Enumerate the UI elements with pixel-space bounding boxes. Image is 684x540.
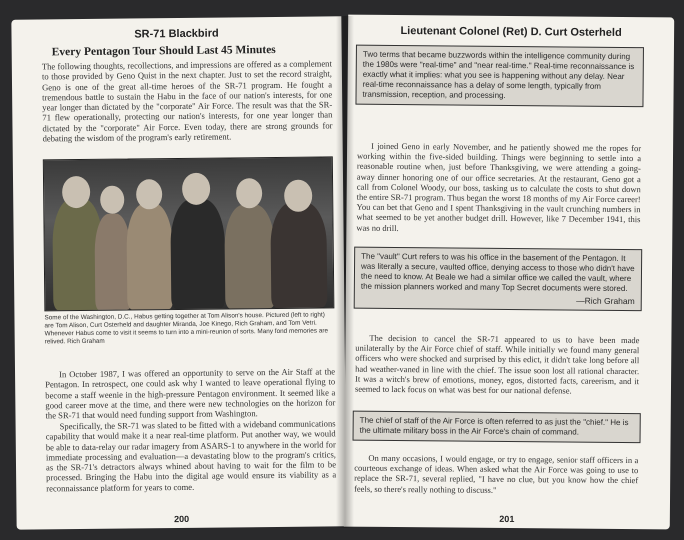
right-paragraph-2: The decision to cancel the SR-71 appeared to us to have been made unilaterally by the Air Force chief of staff. While initially we found many general officers who were shocked and surprised by this edict, it didn't take long before all had weather-vaned in line with the chief. The issue soon lost all rational character. It was a witch's brew of emotions, money, egos, distorted facts, careerism, and it seemed to lack focus on what was best for our national defense. xyxy=(354,332,640,396)
photo-person-3 xyxy=(126,203,173,309)
running-head-left: SR-71 Blackbird xyxy=(134,27,219,41)
left-page xyxy=(11,16,346,529)
page-number-left: 200 xyxy=(174,513,190,525)
group-photo xyxy=(43,156,335,311)
photo-person-4 xyxy=(170,199,225,310)
photo-head-1 xyxy=(62,176,90,208)
right-page xyxy=(344,15,674,530)
photo-head-5 xyxy=(236,178,262,208)
photo-person-2 xyxy=(94,214,131,310)
callout-vault xyxy=(354,247,643,312)
callout-chief-text: The chief of staff of the Air Force is often referred to as just the "chief." He is the ultimate military boss in the Air Force's chain of command. xyxy=(359,415,629,437)
callout-chief xyxy=(353,411,641,444)
callout-vault-text: The "vault" Curt refers to was his office in the basement of the Pentagon. It was literally a secure, vaulted office, denying access to those who didn't have the need to know. At Beale we had a similar office we called the vault, where the mission planners worked and many Top Secret documents were stored. xyxy=(360,251,635,294)
left-paragraph-3: Specifically, the SR-71 was slated to be fitted with a wideband communications capability that would make it a near real-time platform. Put another way, we would be able to data-relay our radar imagery from ASARS-1 to anywhere in the world for immediate processing and evaluation—a devastating blow to the program's critics, as the SR-71's detractors always whined about having to wait for the film to be processed. Bringing the Habu into the digital age would ensure its viability as a reconnaissance platform for years to come. xyxy=(45,418,337,494)
book-gutter xyxy=(336,16,354,528)
page-number-right: 201 xyxy=(499,513,515,525)
photo-caption: Some of the Washington, D.C., Habus getting together at Tom Alison's house. Pictured (left to right) are Tom Alison, Curt Osterheld and daughter Miranda, Joe Kinego, Rich Graham, and Tom Vetri. Whenever Habus come to visit it seems to turn into a mini-reunion of sorts. Many fond memories are relived. Rich Graham xyxy=(44,311,329,346)
photo-person-6 xyxy=(270,201,327,308)
photo-person-5 xyxy=(224,204,275,309)
callout-realtime-text: Two terms that became buzzwords within the intelligence community during the 1980s were "real-time" and "near real-time." Real-time reconnaissance is exactly what it implies: what you see is happening without any delay. Near real-time reconnaissance has a delay of some length, typically from transmission, reception, and processing. xyxy=(362,49,635,100)
left-paragraph-2: In October 1987, I was offered an opportunity to serve on the Air Staff at the Pentagon. In retrospect, one could ask why I wanted to leave operational flying to become a staff weenie in the high-pressure Pentagon environment. It seemed like a good career move at the time, and there were new technologies on the horizon for the SR-71 that would need funding support from Washington. xyxy=(45,366,336,421)
running-head-right: Lieutenant Colonel (Ret) D. Curt Osterheld xyxy=(400,25,622,39)
left-paragraph-1: The following thoughts, recollections, and impressions are offered as a complement to those provided by Geno Quist in the next chapter. Just to set the record straight, Geno is one of the great all-time heroes of the SR-71 program. He fought a tremendous battle to sustain the Habu in the face of our nation's interests, for one year longer than dictated by the "corporate" Air Force. The result was that the SR-71 flew operationally, protecting our nation's interests, for one year longer than dictated by the "corporate" Air Force. Even today, there are strong grounds for debating the wisdom of the program's early retirement. xyxy=(41,58,333,144)
section-title: Every Pentagon Tour Should Last 45 Minutes xyxy=(51,43,276,59)
right-paragraph-3: On many occasions, I would engage, or try to engage, senior staff officers in a courteous exchange of ideas. When asked what the Air Force was going to use to replace the SR-71, several replied, "I have no clue, but you know how the chief feels, so there's really nothing to discuss." xyxy=(354,452,639,495)
photo-head-4 xyxy=(182,173,210,205)
callout-vault-signature: —Rich Graham xyxy=(576,295,635,307)
photo-head-6 xyxy=(284,180,312,212)
photo-head-2 xyxy=(100,186,124,214)
photo-head-3 xyxy=(136,179,162,209)
right-paragraph-1: I joined Geno in early November, and he patiently showed me the ropes for working within the five-sided building. Things were beginning to settle into a reasonable routine when, just before Thanksgiving, we were attending a going-away dinner honoring one of our office secretaries. At the restaurant, Geno got a call from Colonel Woody, our boss, tasking us to calculate the costs to shut down the entire SR-71 program. Thus began the worst 18 months of my Air Force career! You can bet that Geno and I spent Thanksgiving in the vault crunching numbers in what seemed to be yet another budget drill. However, like 7 December 1941, this was no drill. xyxy=(356,140,642,233)
callout-realtime xyxy=(355,45,644,108)
